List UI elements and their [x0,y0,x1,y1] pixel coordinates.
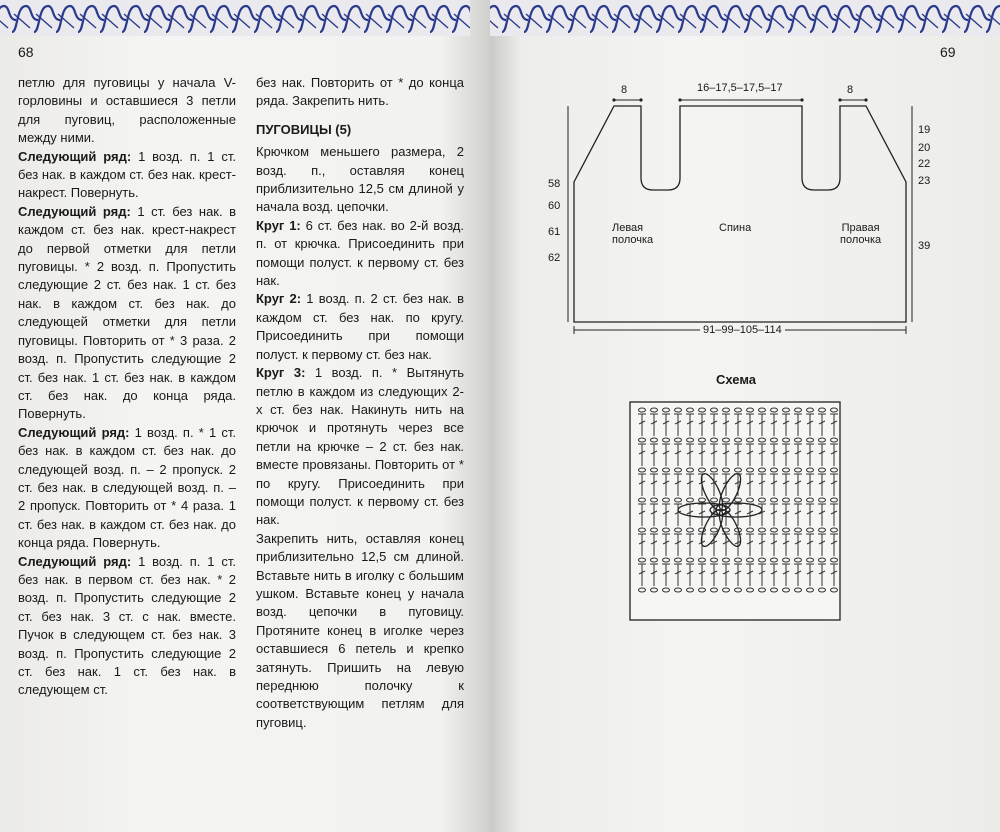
right-measure-bottom: 39 [918,240,931,252]
right-measure-1: 19 [918,124,931,136]
paragraph [256,143,464,217]
bottom-width-measure: 91–99–105–114 [700,324,785,336]
paragraph [18,424,236,553]
strap-right-measure: 8 [847,84,854,96]
right-measure-4: 23 [918,175,931,187]
left-front-label [612,222,653,246]
row-lead: Круг 1: [256,217,301,233]
page-number: 69 [940,44,956,60]
right-measure-3: 22 [918,158,931,170]
row-lead: Следующий ряд: [18,424,130,440]
back-neck-measure: 16–17,5–17,5–17 [697,82,783,94]
paragraph [18,148,236,203]
section-heading: ПУГОВИЦЫ (5) [256,121,352,137]
left-measure-4: 62 [548,252,561,264]
row-lead: Круг 2: [256,291,302,307]
paragraph-text: 1 возд. п. 2 ст. без нак. в каждом ст. без нак. по кругу. Присоединить при помощи полуст. к первому ст. без нак. [256,291,464,362]
strap-left-measure: 8 [621,84,628,96]
paragraph-text: Закрепить нить, оставляя конец приблизительно 12,5 см длиной. Вставьте нить в иголку с большим ушком. Вставьте конец у начала возд. цепочки в пуговицу. Протяните конец в иголке через оставшиеся 6 петель и крепко затянуть. Пришить на левую переднюю полочку к соответствующим петлям для пуговиц. [256,530,464,730]
right-front-label [840,222,881,246]
paragraph [256,217,464,291]
paragraph [18,553,236,700]
back-label: Спина [719,222,752,234]
right-measure-2: 20 [918,142,931,154]
paragraph-text: 1 возд. п. 1 ст. без нак. в первом ст. без нак. * 2 возд. п. Пропустить следующие 2 ст. без нак. 3 ст. с нак. вместе. Пучок в следующем ст. без нак. 3 возд. п. Пропустить следующие 2 ст. без нак. 1 ст. без нак. в следующем ст. [18,553,236,698]
row-lead: Круг 3: [256,365,306,381]
right-front-label-line1: Правая [841,222,880,234]
stitch-chart-frame [630,402,840,620]
text-column-2 [256,74,464,732]
paragraph [256,74,464,111]
row-lead: Следующий ряд: [18,553,132,569]
paragraph-text: 6 ст. без нак. во 2-й возд. п. от крючка. Присоединить при помощи полуст. к первому ст. без нак. [256,217,464,289]
paragraph [256,530,464,732]
paragraph [18,74,236,148]
text-column-1 [18,74,236,700]
left-measure-3: 61 [548,226,561,238]
paragraph [18,203,236,424]
right-front-label-line2: полочка [840,234,882,246]
left-measure-1: 58 [548,178,561,190]
garment-outline [574,106,906,322]
paragraph-text: 1 возд. п. * 1 ст. без нак. в каждом ст. без нак. до следующей возд. п. – 2 пропуск. 2 ст. без нак. в следующей возд. п. – 2 пропуск. Повторить от * 4 раза. 1 ст. без нак. в каждом ст. без нак. до конца ряда. Повернуть. [18,424,236,551]
paragraph [256,290,464,364]
right-page [490,0,1000,832]
page-number: 68 [18,44,34,60]
paragraph-text: 1 возд. п. 1 ст. без нак. в каждом ст. без нак. крест-накрест. Повернуть. [18,148,236,201]
paragraph-text: 1 возд. п. * Вытянуть петлю в каждом из следующих 2-х ст. без нак. Накинуть нить на крючок и протянуть через все петли на крючке – 2 ст. без нак. вместе провязаны. Повторить от * по кругу. Присоединить при помощи полуст. к первому ст. без нак. [256,365,464,528]
paragraph-text: петлю для пуговицы у начала V-горловины и оставшиеся 3 петли для пуговиц, расположенные между ними. [18,75,236,146]
row-lead: Следующий ряд: [18,148,132,164]
paragraph-text: без нак. Повторить от * до конца ряда. Закрепить нить. [256,75,464,109]
row-lead: Следующий ряд: [18,203,131,219]
decorative-border-left [0,0,470,36]
left-measure-2: 60 [548,200,561,212]
paragraph-text: 1 ст. без нак. в каждом ст. без нак. крест-накрест до первой отметки для петли пуговицы. * 2 возд. п. Пропустить следующие 2 ст. без нак. 1 ст. без нак. в каждом ст. без нак. до следующей отметки для петли пуговицы. Повторить от * 3 раза. 2 возд. п. Пропустить следующие 2 ст. без нак. 1 ст. без нак. в каждом ст. без нак. до конца ряда. Повернуть. [18,203,237,422]
left-page [0,0,490,832]
paragraph-text: Крючком меньшего размера, 2 возд. п., оставляя конец приблизительно 12,5 см длиной у начала возд. цепочки. [256,144,464,215]
dimension-lines [568,100,912,334]
left-front-label-line1: Левая [612,222,644,234]
scheme-title: Схема [716,372,757,387]
paragraph [256,364,464,530]
left-front-label-line2: полочка [612,234,654,246]
